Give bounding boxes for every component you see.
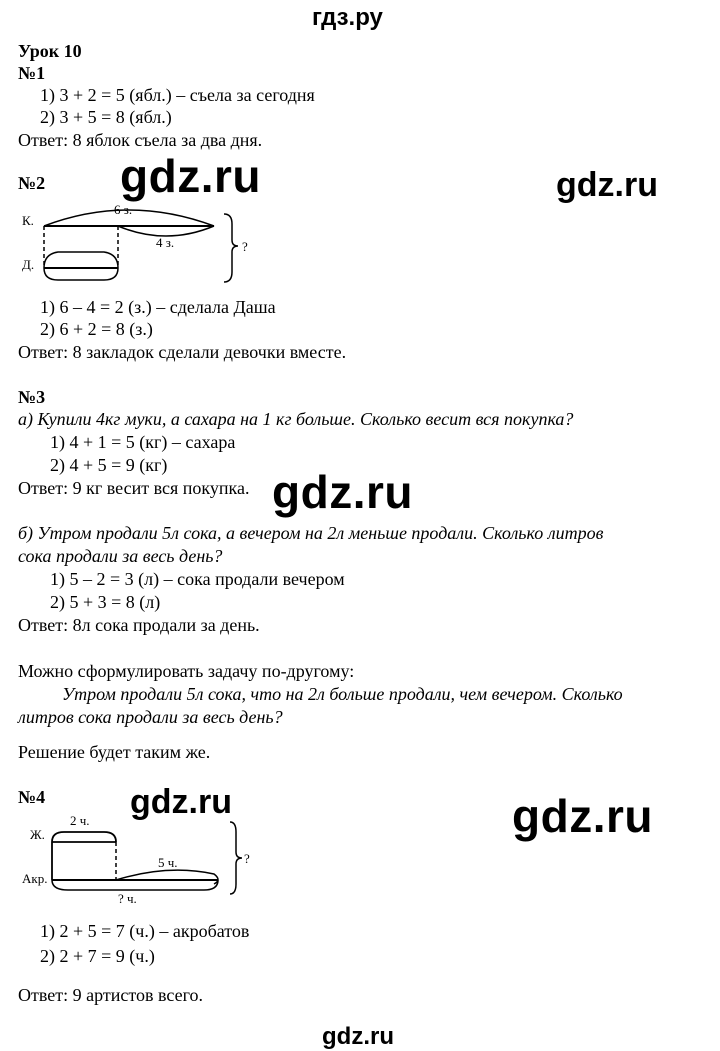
- task4-step-2: 2) 2 + 7 = 9 (ч.): [40, 946, 155, 966]
- lesson-title: Урок 10: [18, 41, 82, 61]
- task4-bottom-label: ? ч.: [118, 891, 137, 906]
- site-header: гдз.ру: [312, 4, 383, 31]
- task3-alt-intro: Можно сформулировать задачу по-другому:: [18, 661, 355, 681]
- task2-answer: Ответ: 8 закладок сделали девочки вместе.: [18, 342, 347, 362]
- task3-a-step-2: 2) 4 + 5 = 9 (кг): [50, 455, 168, 475]
- task3-b-condition-line1: б) Утром продали 5л сока, а вечером на 2л меньше продали. Сколько литров: [18, 523, 604, 543]
- task3-number: №3: [18, 387, 46, 407]
- task4-answer: Ответ: 9 артистов всего.: [18, 985, 204, 1005]
- task3-alt-line2: литров сока продали за весь день?: [18, 707, 283, 727]
- watermark: gdz.ru: [120, 150, 261, 202]
- task1-step-1: 1) 3 + 2 = 5 (ябл.) – съела за сегодня: [40, 85, 315, 105]
- task2-question: ?: [242, 239, 248, 254]
- task4-mid-label: 5 ч.: [158, 855, 178, 870]
- task3-alt-conclusion: Решение будет таким же.: [18, 742, 211, 762]
- watermark: gdz.ru: [130, 783, 232, 821]
- watermark: gdz.ru: [272, 466, 413, 518]
- watermark: gdz.ru: [556, 166, 658, 204]
- task3-b-step-1: 1) 5 – 2 = 3 (л) – сока продали вечером: [50, 569, 345, 589]
- task1-step-2: 2) 3 + 5 = 8 (ябл.): [40, 107, 172, 127]
- task2-number: №2: [18, 173, 46, 193]
- task2-label-d: Д.: [22, 257, 35, 272]
- task3-a-answer: Ответ: 9 кг весит вся покупка.: [18, 478, 250, 498]
- task3-b-step-2: 2) 5 + 3 = 8 (л): [50, 592, 161, 612]
- task3-alt-line1: Утром продали 5л сока, что на 2л больше продали, чем вечером. Сколько: [62, 684, 623, 704]
- task2-top-label: 6 з.: [114, 202, 133, 217]
- task2-step-2: 2) 6 + 2 = 8 (з.): [40, 319, 153, 339]
- task4-number: №4: [18, 787, 46, 807]
- task3-b-answer: Ответ: 8л сока продали за день.: [18, 615, 260, 635]
- task4-top-label: 2 ч.: [70, 813, 90, 828]
- watermark: gdz.ru: [322, 1023, 394, 1050]
- task4-step-1: 1) 2 + 5 = 7 (ч.) – акробатов: [40, 921, 250, 941]
- task3-b-condition-line2: сока продали за весь день?: [18, 546, 223, 566]
- task4-question: ?: [244, 851, 250, 866]
- task2-mid-label: 4 з.: [156, 235, 175, 250]
- task3-a-condition: а) Купили 4кг муки, а сахара на 1 кг больше. Сколько весит вся покупка?: [18, 409, 574, 429]
- task4-label-akr: Акр.: [22, 871, 48, 886]
- task4-diagram: [18, 812, 258, 902]
- task2-diagram: [18, 200, 258, 280]
- task2-label-k: К.: [22, 213, 34, 228]
- task1-number: №1: [18, 63, 46, 83]
- watermark: gdz.ru: [512, 790, 653, 842]
- task3-a-step-1: 1) 4 + 1 = 5 (кг) – сахара: [50, 432, 236, 452]
- task2-step-1: 1) 6 – 4 = 2 (з.) – сделала Даша: [40, 297, 276, 317]
- task4-label-zh: Ж.: [30, 827, 45, 842]
- task1-answer: Ответ: 8 яблок съела за два дня.: [18, 130, 263, 150]
